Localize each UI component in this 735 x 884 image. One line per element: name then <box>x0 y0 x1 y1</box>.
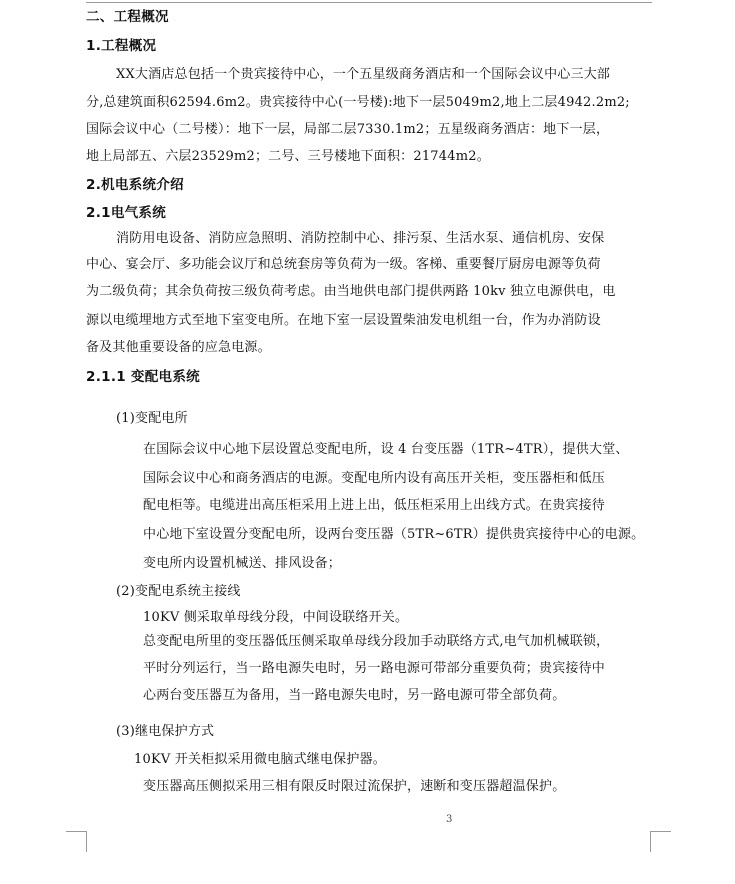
overview-line-1: XX大酒店总包括一个贵宾接待中心，一个五星级商务酒店和一个国际会议中心三大部 <box>116 67 611 82</box>
electric-line-2: 中心、宴会厅、多功能会议厅和总统套房等负荷为一级。客梯、重要餐厅厨房电源等负荷 <box>86 257 601 272</box>
item1-line-4: 中心地下室设置分变配电所，设两台变压器（5TR~6TR）提供贵宾接待中心的电源。 <box>143 527 645 542</box>
electric-line-5: 备及其他重要设备的应急电源。 <box>86 340 271 355</box>
header-rule <box>86 2 652 3</box>
item1-line-2: 国际会议中心和商务酒店的电源。变配电所内设有高压开关柜，变压器柜和低压 <box>143 471 606 486</box>
subsection-title-mep: 2.机电系统介绍 <box>86 177 184 193</box>
electric-line-1: 消防用电设备、消防应急照明、消防控制中心、排污泵、生活水泵、通信机房、安保 <box>116 231 605 246</box>
item2-line-2: 总变配电所里的变压器低压侧采取单母线分段加手动联络方式,电气加机械联锁， <box>143 634 610 649</box>
subsection-title-overview: 1.工程概况 <box>86 38 157 54</box>
crop-mark-bottom-right <box>650 831 671 852</box>
item3-line-1: 10KV 开关柜拟采用微电脑式继电保护器。 <box>134 752 386 767</box>
overview-line-2: 分,总建筑面积62594.6m2。贵宾接待中心(一号楼):地下一层5049m2,地上二层4942.2m2; <box>86 95 630 110</box>
item3-line-2: 变压器高压侧拟采用三相有限反时限过流保护，速断和变压器超温保护。 <box>143 779 566 794</box>
subsection-title-distribution: 2.1.1 变配电系统 <box>86 369 200 385</box>
item1-line-3: 配电柜等。电缆进出高压柜采用上进上出，低压柜采用上出线方式。在贵宾接待 <box>143 498 606 513</box>
overview-line-4: 地上局部五、六层23529m2；二号、三号楼地下面积：21744m2。 <box>86 149 490 164</box>
crop-mark-bottom-left <box>66 831 87 852</box>
item2-line-1: 10KV 侧采取单母线分段，中间设联络开关。 <box>143 610 409 625</box>
electric-line-3: 为二级负荷；其余负荷按三级负荷考虑。由当地供电部门提供两路 10kv 独立电源供电，电 <box>86 284 616 299</box>
overview-line-3: 国际会议中心（二号楼）：地下一层，局部二层7330.1m2；五星级商务酒店：地下一层， <box>86 122 610 137</box>
page-number: 3 <box>446 814 453 825</box>
item1-line-1: 在国际会议中心地下层设置总变配电所，设 4 台变压器（1TR~4TR），提供大堂、 <box>143 442 629 457</box>
item3-title: (3)继电保护方式 <box>116 724 215 739</box>
item1-line-5: 变电所内设置机械送、排风设备； <box>143 556 342 571</box>
section-title: 二、工程概况 <box>86 9 169 25</box>
subsection-title-electric: 2.1电气系统 <box>86 205 167 221</box>
item2-line-4: 心两台变压器互为备用，当一路电源失电时，另一路电源可带全部负荷。 <box>143 688 566 703</box>
item2-title: (2)变配电系统主接线 <box>116 584 241 599</box>
item1-title: (1)变配电所 <box>116 411 188 426</box>
electric-line-4: 源以电缆埋地方式至地下室变电所。在地下室一层设置柴油发电机组一台，作为办消防设 <box>86 313 601 328</box>
item2-line-3: 平时分列运行，当一路电源失电时，另一路电源可带部分重要负荷；贵宾接待中 <box>143 661 606 676</box>
